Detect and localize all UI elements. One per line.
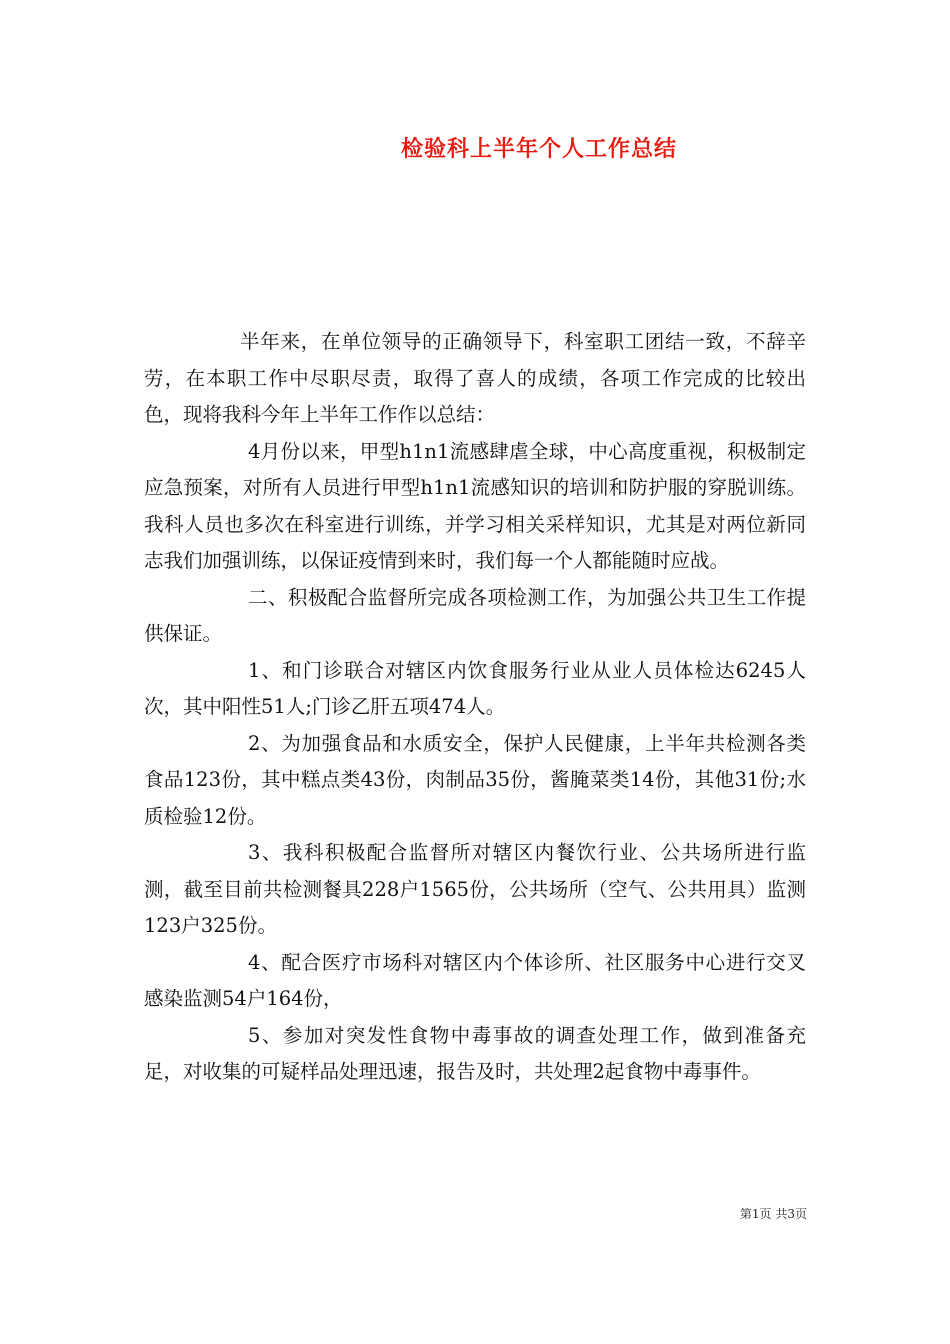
paragraph-intro: 半年来，在单位领导的正确领导下，科室职工团结一致，不辞辛劳，在本职工作中尽职尽责，取得了喜人的成绩，各项工作完成的比较出色，现将我科今年上半年工作作以总结： xyxy=(144,330,806,426)
paragraph-item-4: 4、配合医疗市场科对辖区内个体诊所、社区服务中心进行交叉感染监测54户164份， xyxy=(144,950,806,1010)
paragraph-section-two: 二、积极配合监督所完成各项检测工作，为加强公共卫生工作提供保证。 xyxy=(144,585,806,645)
paragraph-h1n1: 4月份以来，甲型h1n1流感肆虐全球，中心高度重视，积极制定应急预案，对所有人员进行甲型h1n1流感知识的培训和防护服的穿脱训练。我科人员也多次在科室进行训练，并学习相关采样知识，尤其是对两位新同志我们加强训练，以保证疫情到来时，我们每一个人都能随时应战。 xyxy=(144,439,806,572)
document-title: 检验科上半年个人工作总结 xyxy=(400,136,677,162)
paragraph-item-2: 2、为加强食品和水质安全，保护人民健康，上半年共检测各类食品123份，其中糕点类43份，肉制品35份，酱腌菜类14份，其他31份;水质检验12份。 xyxy=(144,731,806,828)
document-body xyxy=(144,324,806,1091)
page-number: 第1页 共3页 xyxy=(739,1207,807,1221)
paragraph-item-1: 1、和门诊联合对辖区内饮食服务行业从业人员体检达6245人次，其中阳性51人;门诊乙肝五项474人。 xyxy=(144,658,806,718)
paragraph-item-5: 5、参加对突发性食物中毒事故的调查处理工作，做到准备充足，对收集的可疑样品处理迅速，报告及时，共处理2起食物中毒事件。 xyxy=(144,1023,806,1083)
paragraph-item-3: 3、我科积极配合监督所对辖区内餐饮行业、公共场所进行监测，截至目前共检测餐具228户1565份，公共场所（空气、公共用具）监测123户325份。 xyxy=(144,841,806,937)
